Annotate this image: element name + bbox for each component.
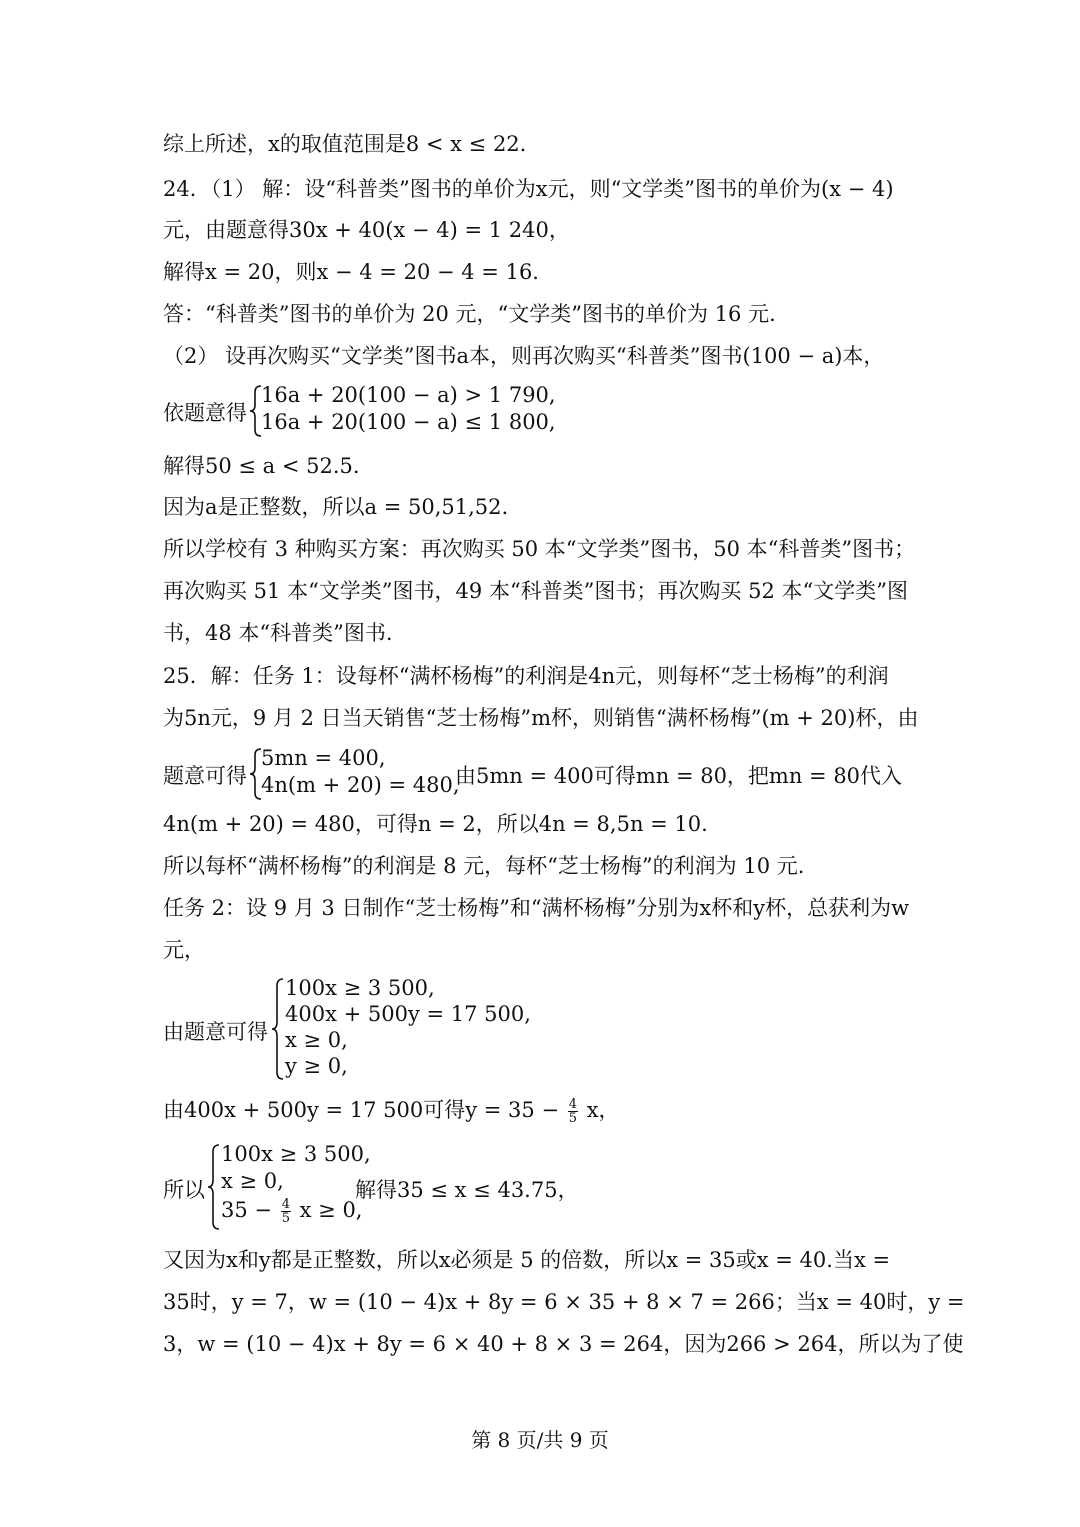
system-row: x ≥ 0, (221, 1169, 284, 1193)
equation-line (163, 1097, 620, 1125)
text-line: 解得50 ≤ a < 52.5. (163, 454, 360, 478)
text-line: 解得x = 20，则x − 4 = 20 − 4 = 16. (163, 260, 539, 284)
system-row: y ≥ 0, (285, 1054, 348, 1078)
system-label: 所以 (163, 1178, 205, 1202)
system-row (221, 1198, 362, 1225)
system-row: 16a + 20(100 − a) ≤ 1 800, (261, 410, 556, 434)
text-line: 任务 2：设 9 月 3 日制作“芝士杨梅”和“满杯杨梅”分别为x杯和y杯，总获利为w (163, 896, 910, 920)
system-row: 16a + 20(100 − a) > 1 790, (261, 383, 556, 407)
fraction-numerator: 4 (281, 1197, 290, 1212)
system-followup-text: 解得35 ≤ x ≤ 43.75， (355, 1178, 579, 1202)
system-row: 5mn = 400, (261, 746, 386, 770)
text-line: 元， (163, 938, 205, 962)
fraction (281, 1198, 291, 1225)
text-line: 为5n元，9 月 2 日当天销售“芝士杨梅”m杯，则销售“满杯杨梅”(m + 20)杯，由 (163, 706, 919, 730)
left-brace-icon (207, 1144, 221, 1230)
text-line: （2） 设再次购买“文学类”图书a本，则再次购买“科普类”图书(100 − a)本， (163, 344, 885, 368)
text-line: 24．（1） 解：设“科普类”图书的单价为x元，则“文学类”图书的单价为(x − 4) (163, 177, 894, 201)
text-line: 书，48 本“科普类”图书. (163, 621, 393, 645)
fraction-numerator: 4 (568, 1097, 578, 1112)
equation-suffix: x， (586, 1098, 620, 1122)
system-row: 100x ≥ 3 500, (221, 1142, 371, 1166)
text-line: 35时，y = 7，w = (10 − 4)x + 8y = 6 × 35 + 8 × 7 = 266；当x = 40时，y = (163, 1290, 965, 1314)
fraction-denominator: 5 (568, 1111, 578, 1126)
equation-system-2 (163, 746, 923, 802)
system-followup-text: 由5mn = 400可得mn = 80，把mn = 80代入 (455, 764, 903, 788)
row-suffix: x ≥ 0, (299, 1198, 363, 1222)
equation-prefix: 由400x + 500y = 17 500可得y = 35 − (163, 1098, 560, 1122)
system-row: 400x + 500y = 17 500, (285, 1002, 531, 1026)
system-row: x ≥ 0, (285, 1028, 348, 1052)
text-line: 答：“科普类”图书的单价为 20 元，“文学类”图书的单价为 16 元. (163, 302, 776, 326)
system-label: 题意可得 (163, 764, 247, 788)
text-line: 元，由题意得30x + 40(x − 4) = 1 240， (163, 218, 570, 242)
inequality-system-1 (163, 383, 663, 439)
text-line: 25．解：任务 1：设每杯“满杯杨梅”的利润是4n元，则每杯“芝士杨梅”的利润 (163, 664, 889, 688)
page-footer: 第 8 页/共 9 页 (471, 1428, 609, 1452)
row-prefix: 35 − (221, 1198, 272, 1222)
fraction-denominator: 5 (281, 1211, 290, 1226)
text-line: 再次购买 51 本“文学类”图书，49 本“科普类”图书；再次购买 52 本“文学类”图 (163, 579, 908, 603)
text-line: 所以学校有 3 种购买方案：再次购买 50 本“文学类”图书，50 本“科普类”图书； (163, 537, 916, 561)
text-line: 3，w = (10 − 4)x + 8y = 6 × 40 + 8 × 3 = 264，因为266 > 264，所以为了使 (163, 1332, 964, 1356)
system-label: 由题意可得 (163, 1020, 268, 1044)
left-brace-icon (271, 978, 285, 1080)
text-line: 因为a是正整数，所以a = 50,51,52. (163, 495, 509, 519)
text-line: 所以每杯“满杯杨梅”的利润是 8 元，每杯“芝士杨梅”的利润为 10 元. (163, 854, 805, 878)
system-row: 4n(m + 20) = 480, (261, 773, 460, 797)
text-line: 综上所述，x的取值范围是8 < x ≤ 22. (163, 132, 527, 156)
equation-system-3 (163, 976, 583, 1082)
inequality-system-4 (163, 1142, 763, 1232)
text-line: 4n(m + 20) = 480，可得n = 2，所以4n = 8,5n = 10. (163, 812, 708, 836)
system-row: 100x ≥ 3 500, (285, 976, 435, 1000)
fraction (568, 1098, 578, 1125)
system-label: 依题意得 (163, 401, 247, 425)
text-line: 又因为x和y都是正整数，所以x必须是 5 的倍数，所以x = 35或x = 40.当x = (163, 1248, 891, 1272)
